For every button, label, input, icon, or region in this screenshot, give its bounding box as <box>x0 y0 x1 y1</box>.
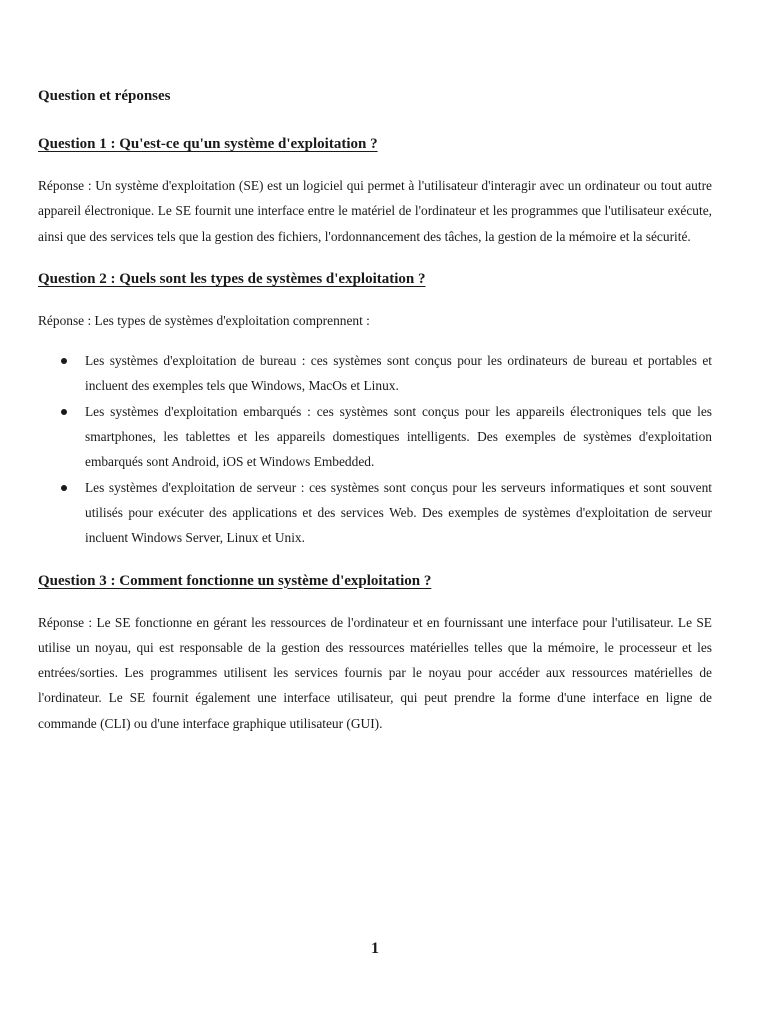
question-3-heading: Question 3 : Comment fonctionne un système d'exploitation ? <box>38 572 432 589</box>
question-2-answer: Réponse : Les types de systèmes d'exploitation comprennent : <box>38 312 370 328</box>
bullet-icon <box>61 485 67 491</box>
bullet-icon <box>61 358 67 364</box>
document-page <box>38 84 712 736</box>
question-1-section <box>38 132 712 249</box>
page-number: 1 <box>371 940 379 957</box>
list-item <box>38 348 712 399</box>
question-2-heading: Question 2 : Quels sont les types de systèmes d'exploitation ? <box>38 270 426 287</box>
os-types-list <box>38 348 712 550</box>
bullet-icon <box>61 409 67 415</box>
list-item <box>38 475 712 551</box>
question-1-heading: Question 1 : Qu'est-ce qu'un système d'exploitation ? <box>38 136 378 152</box>
list-item-text: Les systèmes d'exploitation de serveur : ces systèmes sont conçus pour les serveurs informatiques et sont souvent utilisés pour exécuter des applications et des services Web. Des exemples de systèmes d'exploitation de serveur incluent Windows Server, Linux et Unix. <box>85 479 712 546</box>
document-title: Question et réponses <box>38 88 171 104</box>
list-item-text: Les systèmes d'exploitation de bureau : ces systèmes sont conçus pour les ordinateurs de bureau et portables et incluent des exemples tels que Windows, MacOs et Linux. <box>85 353 712 394</box>
list-item-text: Les systèmes d'exploitation embarqués : ces systèmes sont conçus pour les appareils électroniques tels que les smartphones, les tablettes et les appareils domestiques intelligents. Des exemples de systèmes d'exploitation embarqués sont Android, iOS et Windows Embedded. <box>85 403 712 470</box>
question-2-section <box>38 267 712 551</box>
question-3-section <box>38 569 712 736</box>
question-1-answer: Réponse : Un système d'exploitation (SE) est un logiciel qui permet à l'utilisateur d'interagir avec un ordinateur ou tout autre appareil électronique. Le SE fournit une interface entre le matériel de l'ordinateur et les programmes que l'utilisateur exécute, ainsi que des services tels que la gestion des fichiers, l'ordonnancement des tâches, la gestion de la mémoire et la sécurité. <box>38 178 712 244</box>
list-item <box>38 399 712 475</box>
question-3-answer: Réponse : Le SE fonctionne en gérant les ressources de l'ordinateur et en fournissant une interface pour l'utilisateur. Le SE utilise un noyau, qui est responsable de la gestion des ressources matérielles telles que la mémoire, le processeur et les entrées/sorties. Les programmes utilisent les services fournis par le noyau pour accéder aux ressources matérielles de l'ordinateur. Le SE fournit également une interface utilisateur, qui peut prendre la forme d'une interface en ligne de commande (CLI) ou d'une interface graphique utilisateur (GUI). <box>38 614 712 731</box>
